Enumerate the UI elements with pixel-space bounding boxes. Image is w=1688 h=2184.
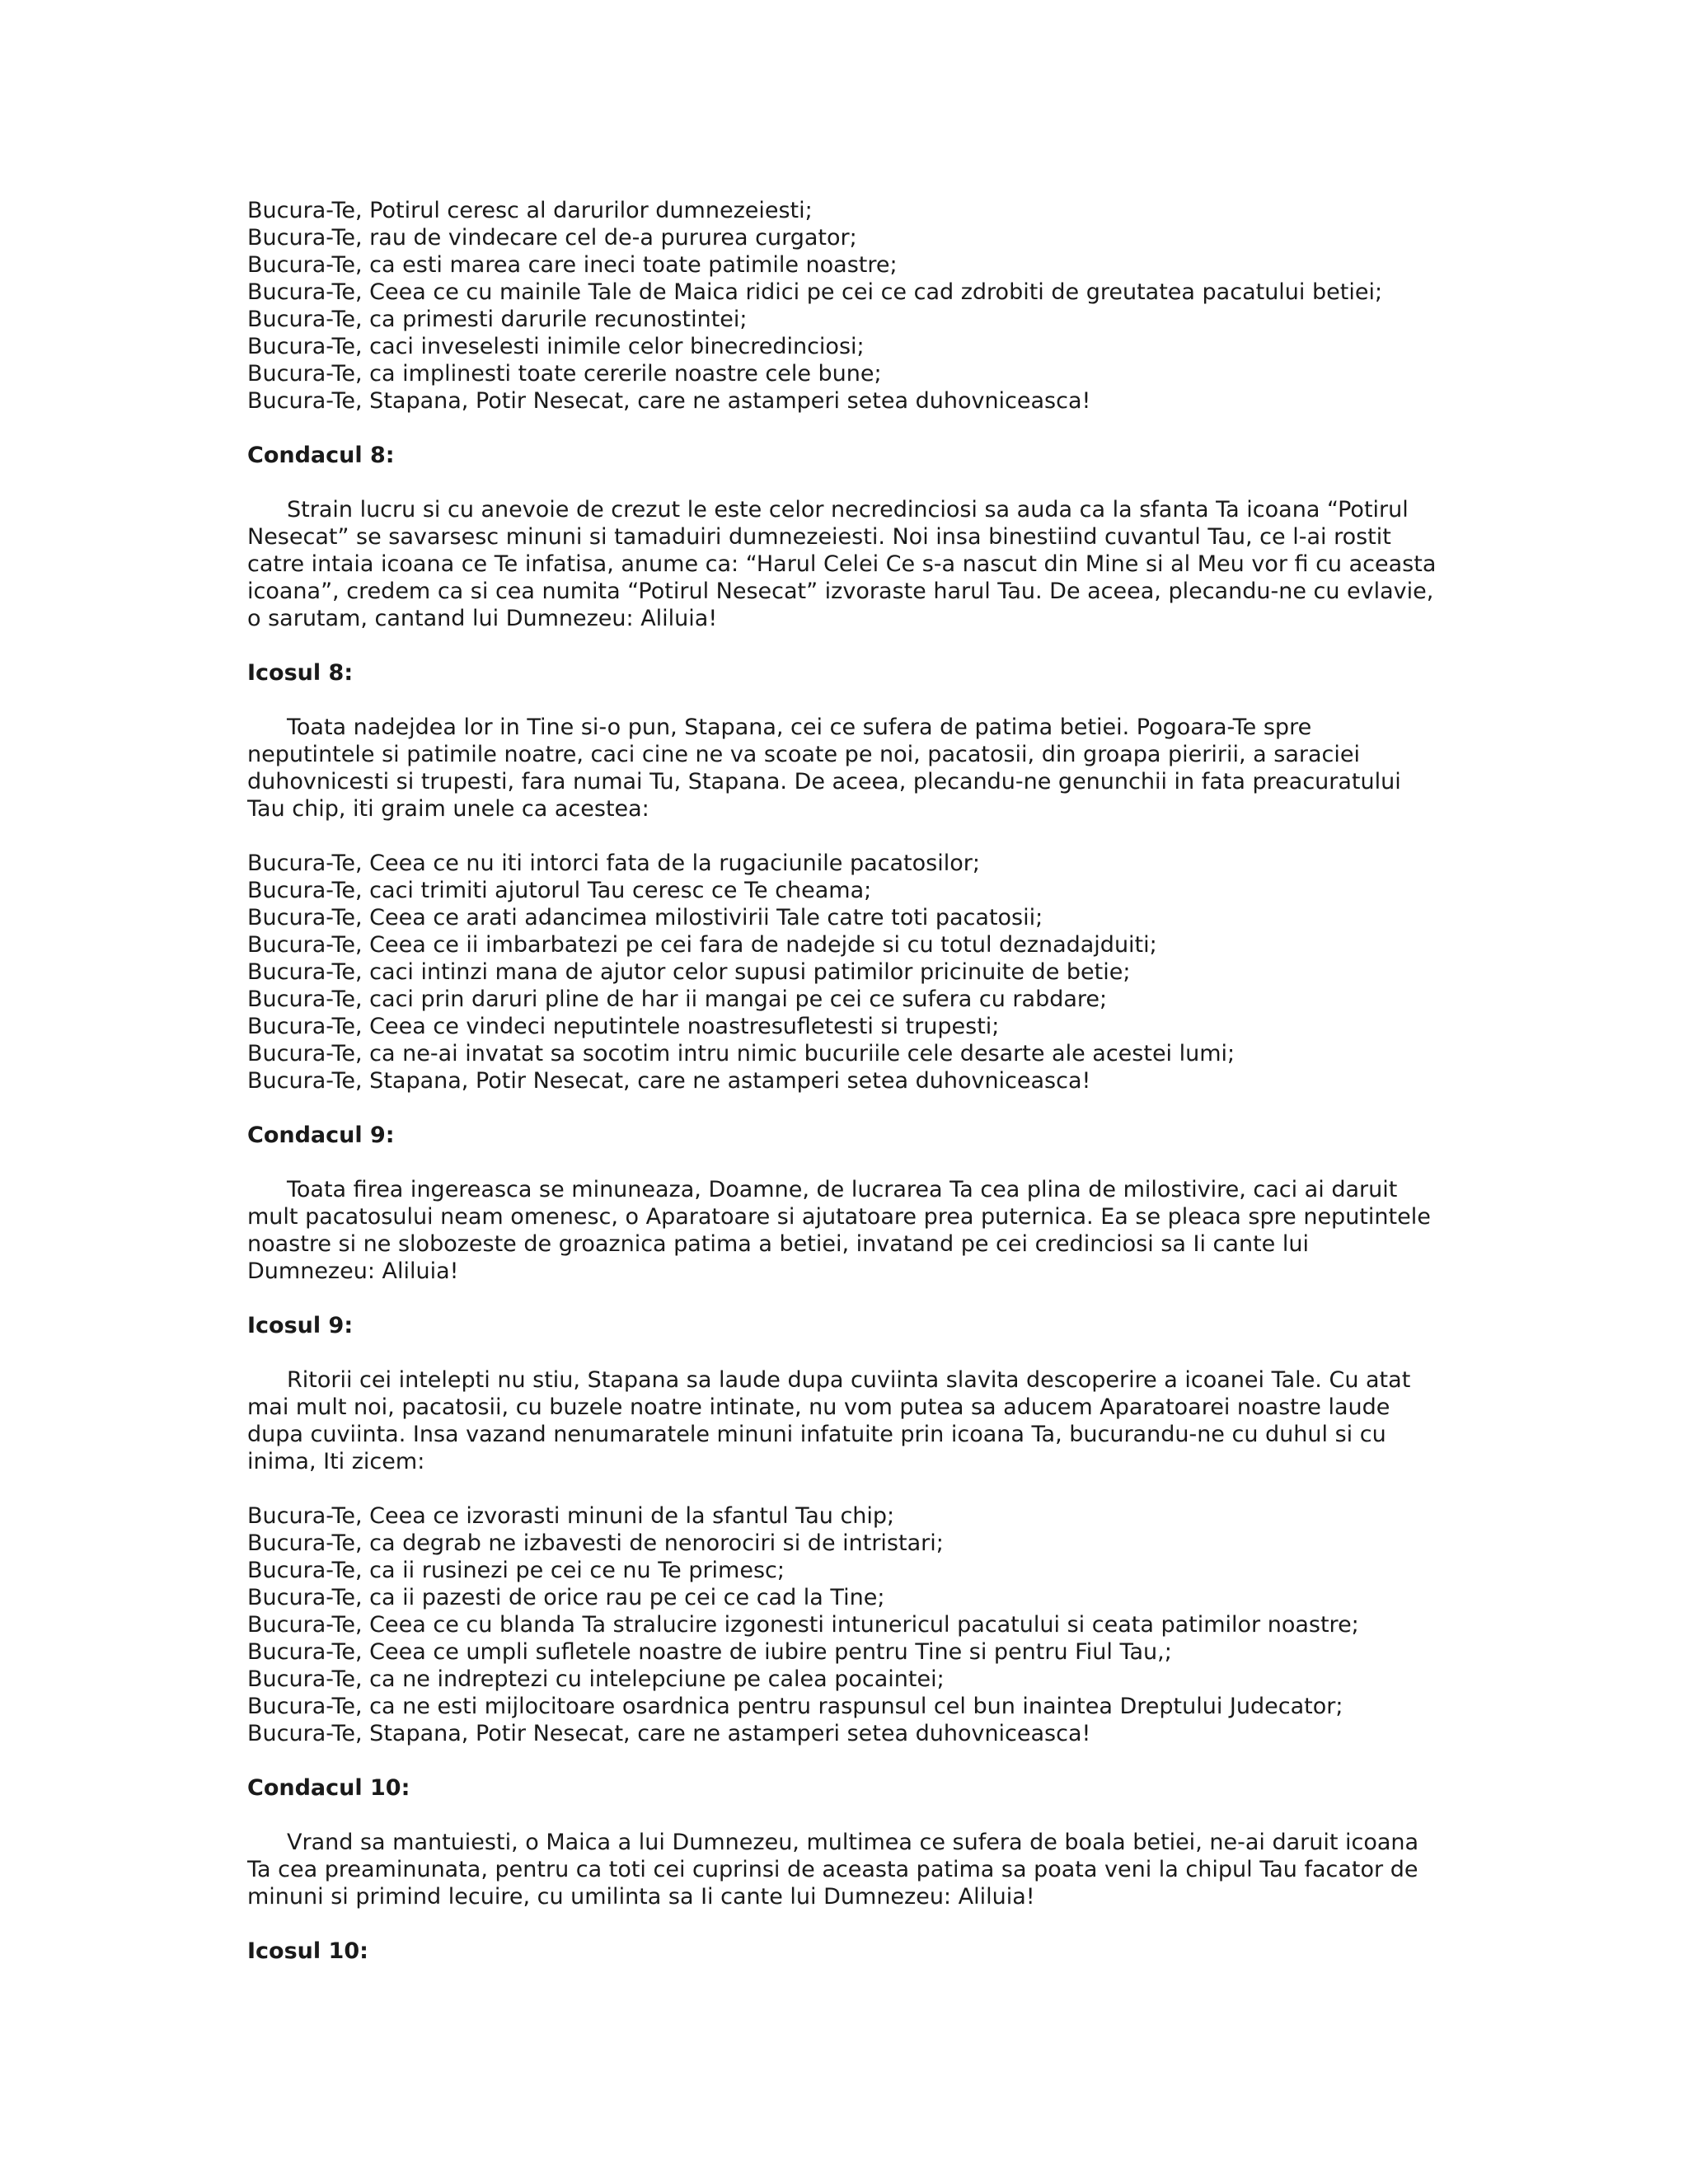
body-paragraph bbox=[247, 1829, 1459, 1910]
salutation-line: Bucura-Te, rau de vindecare cel de-a pururea curgator; bbox=[247, 225, 857, 251]
salutation-line: Bucura-Te, Ceea ce izvorasti minuni de la sfantul Tau chip; bbox=[247, 1503, 895, 1529]
salutation-line: Bucura-Te, caci inveselesti inimile celor binecredinciosi; bbox=[247, 334, 865, 359]
paragraph-line: icoana”, credem ca si cea numita “Potirul Nesecat” izvoraste harul Tau. De aceea, plecandu-ne cu evlavie, bbox=[247, 579, 1434, 604]
salutation-line: Bucura-Te, ca esti marea care ineci toate patimile noastre; bbox=[247, 252, 898, 278]
paragraph-line: noastre si ne slobozeste de groaznica patima a betiei, invatand pe cei credinciosi sa Ii cante lui bbox=[247, 1231, 1309, 1257]
paragraph-line: inima, Iti zicem: bbox=[247, 1449, 425, 1474]
section-heading: Icosul 9: bbox=[247, 1313, 354, 1338]
salutation-line: Bucura-Te, Ceea ce vindeci neputintele noastresufletesti si trupesti; bbox=[247, 1014, 1000, 1039]
salutation-line: Bucura-Te, caci trimiti ajutorul Tau ceresc ce Te cheama; bbox=[247, 878, 872, 903]
salutation-line: Bucura-Te, ca ne-ai invatat sa socotim intru nimic bucuriile cele desarte ale acestei lumi; bbox=[247, 1041, 1236, 1066]
paragraph-line: Ritorii cei intelepti nu stiu, Stapana sa laude dupa cuviinta slavita descoperire a icoanei Tale. Cu atat bbox=[287, 1367, 1411, 1393]
paragraph-line: catre intaia icoana ce Te infatisa, anume ca: “Harul Celei Ce s-a nascut din Mine si al Meu vor fi cu aceasta bbox=[247, 551, 1437, 577]
salutation-line: Bucura-Te, ca implinesti toate cererile noastre cele bune; bbox=[247, 361, 882, 387]
paragraph-line: duhovnicesti si trupesti, fara numai Tu, Stapana. De aceea, plecandu-ne genunchii in fata preacuratului bbox=[247, 769, 1401, 794]
paragraph-line: Dumnezeu: Aliluia! bbox=[247, 1258, 459, 1284]
salutation-list bbox=[247, 850, 1459, 1094]
salutation-line: Bucura-Te, Stapana, Potir Nesecat, care ne astamperi setea duhovniceasca! bbox=[247, 388, 1091, 414]
paragraph-line: Ta cea preaminunata, pentru ca toti cei cuprinsi de aceasta patima sa poata veni la chipul Tau facator de bbox=[247, 1857, 1418, 1882]
paragraph-line: Vrand sa mantuiesti, o Maica a lui Dumnezeu, multimea ce sufera de boala betiei, ne-ai daruit icoana bbox=[287, 1830, 1419, 1855]
section-heading: Icosul 10: bbox=[247, 1938, 368, 1964]
paragraph-line: dupa cuviinta. Insa vazand nenumaratele minuni infatuite prin icoana Ta, bucurandu-ne cu duhul si cu bbox=[247, 1422, 1386, 1447]
salutation-line: Bucura-Te, ca ne esti mijlocitoare osardnica pentru raspunsul cel bun inaintea Dreptului Judecator; bbox=[247, 1694, 1343, 1719]
salutation-line: Bucura-Te, caci prin daruri pline de har ii mangai pe cei ce sufera cu rabdare; bbox=[247, 987, 1108, 1012]
salutation-line: Bucura-Te, ca primesti darurile recunostintei; bbox=[247, 307, 748, 332]
salutation-list bbox=[247, 1502, 1459, 1747]
salutation-line: Bucura-Te, ca ii rusinezi pe cei ce nu Te primesc; bbox=[247, 1558, 785, 1583]
salutation-line: Bucura-Te, Ceea ce nu iti intorci fata de la rugaciunile pacatosilor; bbox=[247, 851, 980, 876]
section-heading: Condacul 8: bbox=[247, 443, 395, 468]
salutation-line: Bucura-Te, ca degrab ne izbavesti de nenorociri si de intristari; bbox=[247, 1530, 944, 1556]
paragraph-line: minuni si primind lecuire, cu umilinta sa Ii cante lui Dumnezeu: Aliluia! bbox=[247, 1884, 1035, 1910]
salutation-line: Bucura-Te, Ceea ce cu mainile Tale de Maica ridici pe cei ce cad zdrobiti de greutatea pacatului betiei; bbox=[247, 279, 1383, 305]
body-paragraph bbox=[247, 496, 1459, 632]
paragraph-line: Toata firea ingereasca se minuneaza, Doamne, de lucrarea Ta cea plina de milostivire, caci ai daruit bbox=[287, 1177, 1398, 1202]
salutation-line: Bucura-Te, Ceea ce umpli sufletele noastre de iubire pentru Tine si pentru Fiul Tau,; bbox=[247, 1639, 1172, 1665]
body-paragraph bbox=[247, 714, 1459, 823]
section-heading: Condacul 9: bbox=[247, 1122, 395, 1148]
body-paragraph bbox=[247, 1176, 1459, 1285]
section-heading: Icosul 8: bbox=[247, 660, 354, 686]
paragraph-line: Toata nadejdea lor in Tine si-o pun, Stapana, cei ce sufera de patima betiei. Pogoara-Te spre bbox=[287, 715, 1312, 740]
section-heading: Condacul 10: bbox=[247, 1775, 410, 1801]
salutation-line: Bucura-Te, Stapana, Potir Nesecat, care ne astamperi setea duhovniceasca! bbox=[247, 1068, 1091, 1094]
salutation-line: Bucura-Te, Ceea ce ii imbarbatezi pe cei fara de nadejde si cu totul deznadajduiti; bbox=[247, 932, 1157, 958]
salutation-line: Bucura-Te, caci intinzi mana de ajutor celor supusi patimilor pricinuite de betie; bbox=[247, 959, 1131, 985]
paragraph-line: mult pacatosului neam omenesc, o Aparatoare si ajutatoare prea puternica. Ea se pleaca spre neputintele bbox=[247, 1204, 1431, 1230]
salutation-line: Bucura-Te, ca ii pazesti de orice rau pe cei ce cad la Tine; bbox=[247, 1585, 885, 1610]
paragraph-line: Strain lucru si cu anevoie de crezut le este celor necredinciosi sa auda ca la sfanta Ta icoana “Potirul bbox=[287, 497, 1409, 523]
salutation-line: Bucura-Te, Potirul ceresc al darurilor dumnezeiesti; bbox=[247, 198, 813, 223]
salutation-line: Bucura-Te, Ceea ce arati adancimea milostivirii Tale catre toti pacatosii; bbox=[247, 905, 1043, 930]
paragraph-line: neputintele si patimile noatre, caci cine ne va scoate pe noi, pacatosii, din groapa pieririi, a saraciei bbox=[247, 742, 1360, 767]
salutation-list bbox=[247, 197, 1459, 415]
paragraph-line: mai mult noi, pacatosii, cu buzele noatre intinate, nu vom putea sa aducem Aparatoarei noastre laude bbox=[247, 1394, 1390, 1420]
salutation-line: Bucura-Te, Ceea ce cu blanda Ta stralucire izgonesti intunericul pacatului si ceata patimilor noastre; bbox=[247, 1612, 1359, 1638]
document-page bbox=[247, 197, 1459, 1992]
body-paragraph bbox=[247, 1366, 1459, 1475]
salutation-line: Bucura-Te, ca ne indreptezi cu intelepciune pe calea pocaintei; bbox=[247, 1666, 945, 1692]
paragraph-line: o sarutam, cantand lui Dumnezeu: Aliluia! bbox=[247, 606, 718, 631]
paragraph-line: Nesecat” se savarsesc minuni si tamaduiri dumnezeiesti. Noi insa binestiind cuvantul Tau, ce l-ai rostit bbox=[247, 524, 1391, 550]
paragraph-line: Tau chip, iti graim unele ca acestea: bbox=[247, 796, 649, 822]
salutation-line: Bucura-Te, Stapana, Potir Nesecat, care ne astamperi setea duhovniceasca! bbox=[247, 1721, 1091, 1746]
